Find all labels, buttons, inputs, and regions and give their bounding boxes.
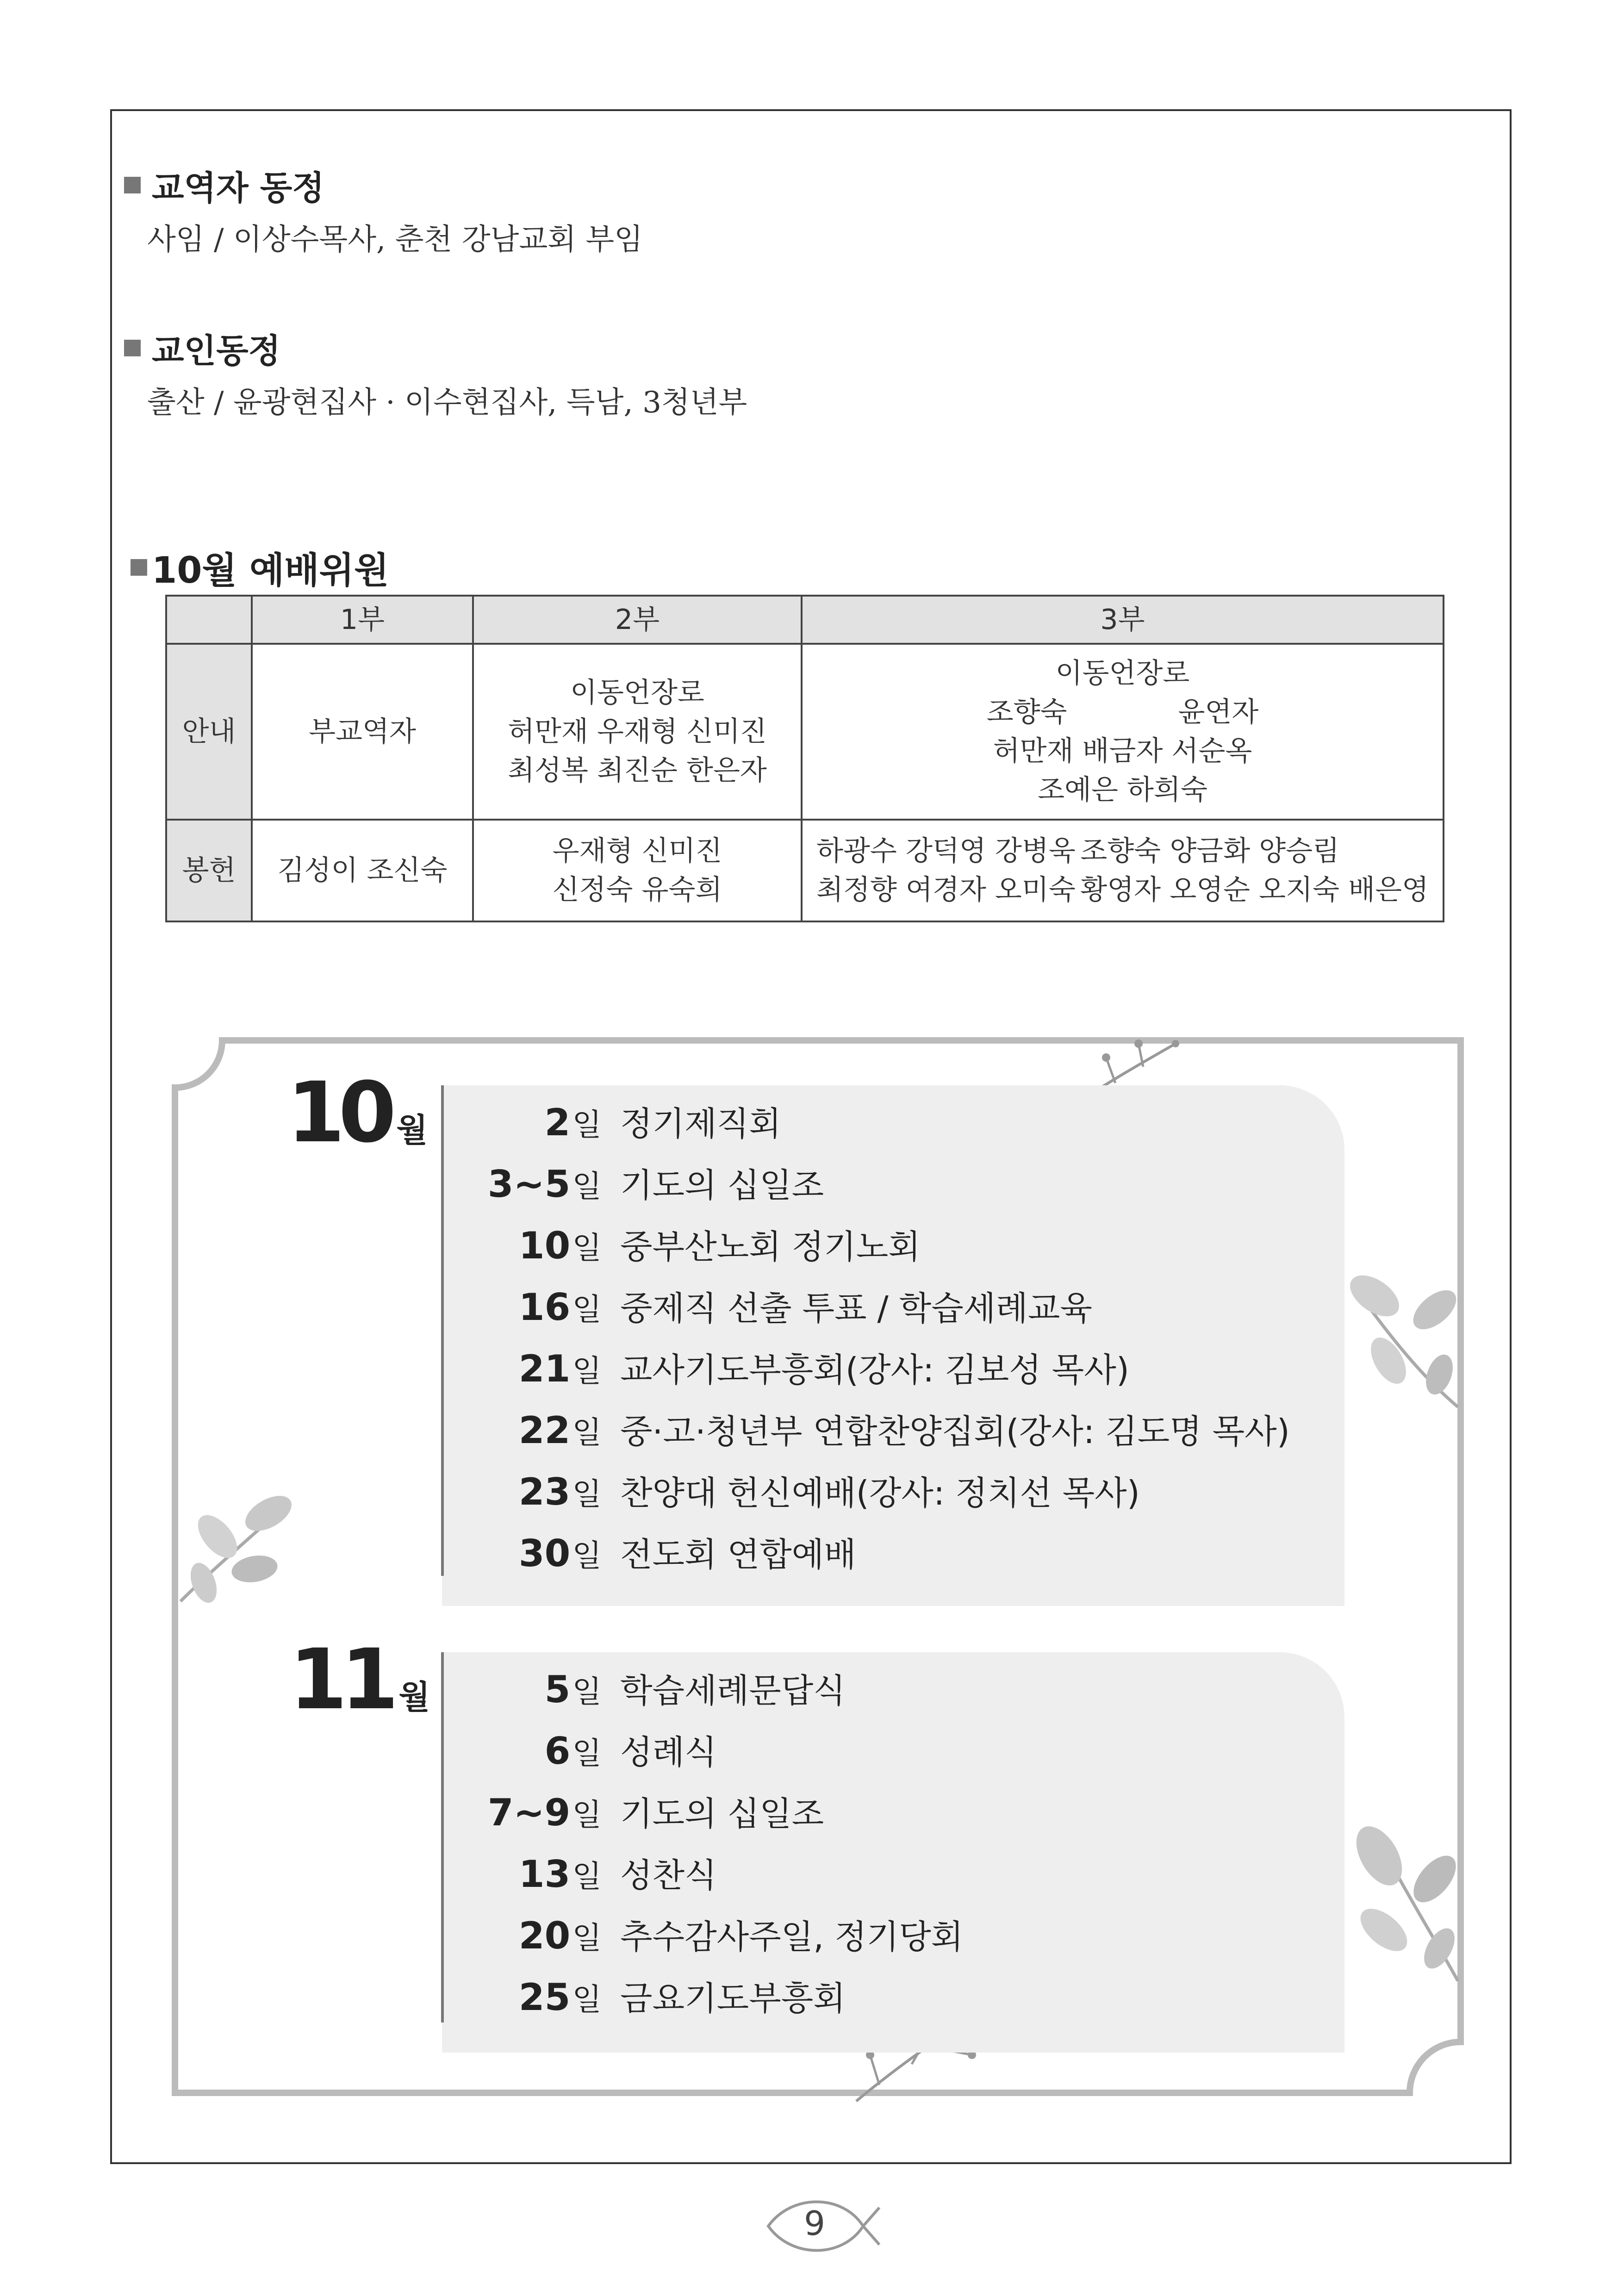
- square-bullet-icon: [124, 340, 141, 356]
- worship-committee-title: 10월 예배위원: [152, 550, 389, 591]
- event-day: 3~5: [487, 1163, 571, 1206]
- event-day: 30: [518, 1532, 571, 1575]
- list-item: [463, 1848, 717, 1897]
- leaf-branch-icon: [1342, 1268, 1462, 1416]
- month-unit: 월: [398, 1678, 430, 1716]
- table-cell-line: 조향숙 양금화 양승림: [1080, 835, 1340, 867]
- leaf-branch-icon: [1342, 1823, 1462, 1990]
- page-number: 9: [804, 2204, 825, 2243]
- worship-committee-table: [165, 595, 1444, 922]
- event-day: 13: [518, 1853, 571, 1896]
- event-day: 22: [518, 1409, 571, 1452]
- list-item: [463, 1972, 846, 2020]
- october-divider: [441, 1085, 444, 1576]
- event-text: 기도의 십일조: [620, 1794, 824, 1833]
- row-label-offering: 봉헌: [166, 820, 252, 921]
- list-item: [463, 1787, 824, 1835]
- day-unit: 일: [572, 1476, 602, 1512]
- table-cell-line: 최성복 최진순 한은자: [508, 754, 767, 787]
- table-cell-line: 우재형 신미진: [552, 835, 722, 867]
- column-header-3: 3부: [802, 596, 1444, 644]
- list-item: [463, 1097, 781, 1145]
- guide-service-3: [802, 644, 1444, 820]
- day-unit: 일: [572, 1920, 602, 1956]
- event-text: 교사기도부흥회(강사: 김보성 목사): [620, 1350, 1129, 1389]
- day-unit: 일: [572, 1107, 602, 1143]
- day-unit: 일: [572, 1538, 602, 1574]
- day-unit: 일: [572, 1292, 602, 1327]
- event-text: 기도의 십일조: [620, 1166, 824, 1205]
- list-item: [463, 1220, 921, 1268]
- month-november: [289, 1631, 430, 1728]
- day-unit: 일: [572, 1797, 602, 1833]
- event-text: 중부산노회 정기노회: [620, 1227, 921, 1266]
- event-text: 학습세례문답식: [620, 1671, 846, 1710]
- table-cell-line: 하광수 강덕영 강병욱: [816, 835, 1076, 867]
- minister-news-heading: [124, 161, 324, 209]
- event-text: 성례식: [620, 1733, 717, 1772]
- table-cell-line: 허만재 배금자 서순옥: [993, 735, 1252, 767]
- month-october: [287, 1064, 428, 1161]
- event-text: 추수감사주일, 정기당회: [620, 1917, 964, 1956]
- table-cell-line: 이동언장로: [570, 677, 704, 709]
- event-day: 21: [518, 1347, 571, 1390]
- event-day: 6: [544, 1730, 571, 1773]
- table-header-row: [166, 596, 1444, 644]
- minister-news-title: 교역자 동정: [152, 168, 324, 207]
- member-news-heading: [124, 324, 280, 372]
- table-row: [166, 820, 1444, 921]
- day-unit: 일: [572, 1674, 602, 1710]
- event-text: 찬양대 헌신예배(강사: 정치선 목사): [620, 1474, 1140, 1512]
- square-bullet-icon: [124, 177, 141, 193]
- list-item: [463, 1664, 846, 1712]
- table-cell-line: 이동언장로: [1055, 657, 1190, 690]
- table-cell-name: 윤연자: [1178, 696, 1259, 728]
- column-header-1: 1부: [252, 596, 473, 644]
- row-label-guide: 안내: [166, 644, 252, 820]
- day-unit: 일: [572, 1982, 602, 2017]
- table-cell-line: 조예은 하희숙: [1038, 774, 1207, 806]
- leaf-branch-icon: [176, 1490, 296, 1606]
- member-news-title: 교인동정: [152, 331, 281, 370]
- day-unit: 일: [572, 1169, 602, 1204]
- event-day: 7~9: [487, 1791, 571, 1834]
- list-item: [463, 1466, 1140, 1514]
- list-item: [463, 1282, 1092, 1330]
- event-day: 2: [544, 1101, 571, 1144]
- table-cell-line: 최정향 여경자 오미숙: [816, 874, 1076, 906]
- month-number: 11: [289, 1631, 392, 1728]
- table-corner-cell: [166, 596, 252, 644]
- offering-service-3: [802, 820, 1444, 921]
- table-cell-line: 황영자 오영순 오지숙 배은영: [1080, 874, 1429, 906]
- guide-service-2: [473, 644, 802, 820]
- day-unit: 일: [572, 1230, 602, 1266]
- day-unit: 일: [572, 1859, 602, 1894]
- event-day: 5: [544, 1668, 571, 1711]
- month-unit: 월: [396, 1111, 428, 1149]
- table-cell-name: 조향숙: [986, 696, 1067, 728]
- day-unit: 일: [572, 1353, 602, 1389]
- event-day: 25: [518, 1976, 571, 2019]
- offering-service-2: [473, 820, 802, 921]
- table-cell-line: [803, 693, 1443, 732]
- event-day: 16: [518, 1286, 571, 1329]
- day-unit: 일: [572, 1736, 602, 1771]
- offering-service-1: 김성이 조신숙: [252, 820, 473, 921]
- event-text: 중제직 선출 투표 / 학습세례교육: [620, 1289, 1092, 1328]
- member-news-line: 출산 / 윤광현집사 · 이수현집사, 득남, 3청년부: [147, 386, 747, 420]
- event-day: 10: [518, 1224, 571, 1267]
- page-number-badge: [764, 2189, 884, 2263]
- list-item: [463, 1343, 1129, 1391]
- minister-news-line: 사임 / 이상수목사, 춘천 강남교회 부임: [147, 223, 643, 257]
- event-text: 정기제직회: [620, 1104, 781, 1143]
- event-text: 중·고·청년부 연합찬양집회(강사: 김도명 목사): [620, 1412, 1290, 1451]
- table-row: [166, 644, 1444, 820]
- day-unit: 일: [572, 1415, 602, 1450]
- column-header-2: 2부: [473, 596, 802, 644]
- list-item: [463, 1158, 824, 1207]
- table-cell-line: 허만재 우재형 신미진: [508, 716, 767, 748]
- square-bullet-icon: [131, 559, 147, 576]
- guide-service-1: 부교역자: [252, 644, 473, 820]
- table-cell-line: 신정숙 유숙희: [552, 874, 722, 906]
- event-text: 성찬식: [620, 1856, 717, 1895]
- list-item: [463, 1405, 1290, 1453]
- worship-committee-heading: [131, 541, 389, 593]
- event-day: 20: [518, 1914, 571, 1957]
- list-item: [463, 1528, 856, 1576]
- list-item: [463, 1910, 963, 1958]
- november-divider: [441, 1652, 444, 2022]
- event-day: 23: [518, 1470, 571, 1513]
- event-text: 금요기도부흥회: [620, 1979, 846, 2018]
- list-item: [463, 1725, 717, 1773]
- event-text: 전도회 연합예배: [620, 1535, 856, 1574]
- month-number: 10: [287, 1064, 390, 1161]
